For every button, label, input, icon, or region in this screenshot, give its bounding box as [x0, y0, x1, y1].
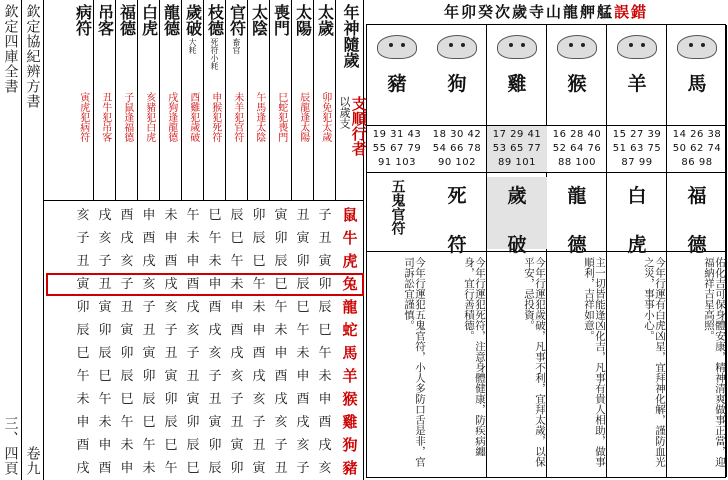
grid-cell: 未 — [76, 392, 90, 407]
spirit-rule: 午馬逢太陰 — [253, 92, 265, 142]
grid-cell: 辰 — [142, 392, 156, 407]
grid-cell: 亥 — [76, 208, 90, 223]
book-sub-column — [22, 0, 44, 480]
grid-cell: 子 — [230, 392, 244, 407]
spirit-name: 白虎 — [139, 4, 159, 36]
spirit-name: 福德 — [117, 4, 137, 36]
spirit-name: 官符 — [227, 4, 247, 36]
grid-cell: 巳 — [164, 438, 178, 453]
header-rule-a: 以歲支 — [338, 96, 351, 129]
fortune-text: 今年行運犯五鬼官符，小人多防口舌是非，官司訴訟宜謹慎。 — [402, 257, 426, 467]
grid-cell: 申 — [252, 323, 266, 338]
animal-icon — [673, 29, 721, 63]
spirit-name: 枝德 — [205, 4, 225, 36]
grid-cell: 未 — [186, 231, 200, 246]
god-name: 歲 破 — [487, 177, 547, 249]
age-row: 90 102 — [438, 157, 476, 168]
grid-cell: 申 — [142, 208, 156, 223]
spirit-name: 太陽 — [293, 4, 313, 36]
spirit-name: 歲破 — [183, 4, 203, 36]
grid-cell: 午 — [120, 415, 134, 430]
animal-label: 鼠 — [342, 206, 358, 224]
grid-cell: 戌 — [274, 392, 288, 407]
zodiac-column — [607, 25, 667, 477]
animal-name: 猴 — [567, 73, 587, 95]
grid-cell: 卯 — [252, 208, 266, 223]
grid-cell: 午 — [186, 208, 200, 223]
grid-cell: 未 — [252, 300, 266, 315]
grid-cell: 辰 — [76, 323, 90, 338]
animal-label: 兔 — [342, 275, 358, 293]
grid-cell: 未 — [98, 415, 112, 430]
grid-cell: 未 — [142, 461, 156, 476]
grid-cell: 巳 — [76, 346, 90, 361]
grid-cell: 巳 — [98, 369, 112, 384]
grid-cell: 酉 — [274, 369, 288, 384]
fortune-text: 今年行運有白虎凶星，宜拜神化解，謹防血光之災，事事小心。 — [642, 257, 666, 467]
grid-cell: 子 — [142, 300, 156, 315]
grid-cell: 亥 — [120, 254, 134, 269]
grid-cell: 午 — [252, 277, 266, 292]
grid-cell: 寅 — [164, 369, 178, 384]
age-row: 51 63 75 — [612, 143, 662, 154]
grid-cell: 戌 — [120, 231, 134, 246]
grid-cell: 戌 — [230, 346, 244, 361]
animal-icon — [433, 29, 481, 63]
animal-label: 狗 — [342, 436, 358, 454]
page-number: 三、四頁 — [2, 416, 19, 476]
grid-cell: 丑 — [296, 208, 310, 223]
grid-cell: 戌 — [98, 208, 112, 223]
spirit-column — [226, 0, 248, 200]
grid-cell: 丑 — [98, 277, 112, 292]
grid-cell: 辰 — [318, 300, 332, 315]
animal-label: 猴 — [342, 390, 358, 408]
grid-cell: 卯 — [230, 461, 244, 476]
spirit-column — [138, 0, 160, 200]
grid-cell: 亥 — [164, 300, 178, 315]
spirit-rule: 丑牛犯吊客 — [99, 92, 111, 142]
age-row: 87 99 — [621, 157, 653, 168]
fortune-text: 今年行運犯歲破，凡事不利，宜拜太歲，以保平安，忌投資。 — [522, 257, 546, 467]
zodiac-column — [427, 25, 487, 477]
animal-label: 蛇 — [342, 321, 358, 339]
grid-cell: 丑 — [230, 415, 244, 430]
fortune-text: 佑化吉可保身體安康，精神清爽做事正當，迎福納祥吉星高照。 — [702, 257, 726, 467]
grid-cell: 辰 — [120, 369, 134, 384]
grid-cell: 辰 — [252, 231, 266, 246]
grid-cell: 酉 — [120, 208, 134, 223]
grid-cell: 辰 — [208, 461, 222, 476]
grid-cell: 寅 — [296, 231, 310, 246]
spirit-column — [248, 0, 270, 200]
grid-cell: 亥 — [230, 369, 244, 384]
spirit-name: 病符 — [73, 4, 93, 36]
grid-cell: 戌 — [208, 323, 222, 338]
grid-cell: 卯 — [296, 254, 310, 269]
grid-cell: 午 — [274, 300, 288, 315]
grid-cell: 丑 — [164, 346, 178, 361]
grid-cell: 酉 — [296, 392, 310, 407]
grid-cell: 寅 — [208, 415, 222, 430]
grid-cell: 未 — [296, 346, 310, 361]
grid-cell: 午 — [208, 231, 222, 246]
book-title-column — [0, 0, 22, 480]
animal-label: 虎 — [342, 252, 358, 270]
grid-cell: 巳 — [274, 277, 288, 292]
grid-cell: 戌 — [296, 415, 310, 430]
grid-cell: 子 — [252, 415, 266, 430]
spirit-name: 太陰 — [249, 4, 269, 36]
book-subtitle: 欽定協紀辨方書 — [24, 4, 41, 109]
grid-cell: 申 — [186, 254, 200, 269]
spirit-column — [204, 0, 226, 200]
grid-cell: 戌 — [318, 438, 332, 453]
grid-cell: 辰 — [274, 254, 288, 269]
grid-cell: 申 — [120, 461, 134, 476]
age-row: 18 30 42 — [432, 129, 482, 140]
grid-cell: 申 — [274, 346, 288, 361]
grid-cell: 卯 — [274, 231, 288, 246]
grid-cell: 申 — [98, 438, 112, 453]
grid-cell: 卯 — [318, 277, 332, 292]
grid-cell: 卯 — [142, 369, 156, 384]
grid-cell: 子 — [208, 369, 222, 384]
grid-cell: 巳 — [120, 392, 134, 407]
grid-cell: 巳 — [318, 323, 332, 338]
grid-cell: 戌 — [164, 277, 178, 292]
grid-cell: 巳 — [230, 231, 244, 246]
grid-cell: 未 — [120, 438, 134, 453]
age-row: 15 27 39 — [612, 129, 662, 140]
spirit-note: 死符小耗 — [210, 38, 219, 70]
age-numbers — [667, 125, 727, 173]
animal-label: 馬 — [342, 344, 358, 362]
spirit-rule: 巳蛇犯喪門 — [275, 92, 287, 142]
grid-cell: 申 — [318, 392, 332, 407]
grid-cell: 卯 — [164, 392, 178, 407]
grid-cell: 丑 — [76, 254, 90, 269]
animal-icon — [553, 29, 601, 63]
grid-cell: 午 — [164, 461, 178, 476]
god-name: 五鬼官符 — [389, 179, 406, 235]
poster-title — [364, 0, 728, 24]
grid-cell: 午 — [142, 438, 156, 453]
grid-cell: 巳 — [186, 461, 200, 476]
god-name: 白 虎 — [627, 185, 647, 256]
animal-icon — [373, 29, 421, 63]
grid-cell: 戌 — [186, 300, 200, 315]
spirit-column — [182, 0, 204, 200]
grid-cell: 丑 — [208, 392, 222, 407]
grid-cell: 酉 — [208, 300, 222, 315]
grid-cell: 巳 — [296, 300, 310, 315]
spirit-rule: 子鼠逢福德 — [121, 92, 133, 142]
grid-cell: 酉 — [164, 254, 178, 269]
header-title: 年神隨歲 — [341, 4, 360, 68]
animal-label: 豬 — [342, 459, 358, 477]
grid-cell: 戌 — [142, 254, 156, 269]
animal-name: 馬 — [687, 73, 707, 95]
grid-cell: 未 — [318, 369, 332, 384]
spirit-name: 龍德 — [161, 4, 181, 36]
grid-cell: 丑 — [274, 461, 288, 476]
age-numbers — [547, 125, 607, 173]
grid-cell: 丑 — [120, 300, 134, 315]
god-name: 龍 德 — [567, 185, 587, 256]
spirit-column — [116, 0, 138, 200]
grid-cell: 丑 — [186, 369, 200, 384]
zodiac-column — [487, 25, 547, 477]
grid-cell: 亥 — [186, 323, 200, 338]
grid-cell: 寅 — [318, 254, 332, 269]
spirit-name: 喪門 — [271, 4, 291, 36]
grid-cell: 辰 — [296, 277, 310, 292]
spirit-column — [94, 0, 116, 200]
age-row: 86 98 — [681, 157, 713, 168]
grid-cell: 寅 — [230, 438, 244, 453]
grid-cell: 申 — [296, 369, 310, 384]
grid-cell: 卯 — [76, 300, 90, 315]
zodiac-column — [547, 25, 607, 477]
grid-cell: 子 — [296, 461, 310, 476]
spirit-column — [72, 0, 94, 200]
spirit-rule: 未羊犯官符 — [231, 92, 243, 142]
grid-cell: 寅 — [98, 300, 112, 315]
grid-cell: 未 — [230, 277, 244, 292]
grid-cell: 亥 — [142, 277, 156, 292]
grid-cell: 未 — [274, 323, 288, 338]
grid-cell: 午 — [318, 346, 332, 361]
poster-title-error: 誤錯 — [614, 3, 649, 21]
grid-cell: 午 — [230, 254, 244, 269]
age-row: 52 64 76 — [552, 143, 602, 154]
grid-cell: 子 — [186, 346, 200, 361]
zodiac-board — [366, 24, 726, 478]
spirit-column — [292, 0, 314, 200]
poster-title-main: 年卯癸次歲寺山龍舺艋 — [443, 3, 614, 21]
spirit-name: 太歲 — [315, 4, 335, 36]
header-divider — [44, 200, 364, 201]
animal-name: 狗 — [447, 73, 467, 95]
grid-cell: 巳 — [252, 254, 266, 269]
grid-cell: 亥 — [208, 346, 222, 361]
grid-cell: 寅 — [120, 323, 134, 338]
grid-cell: 丑 — [318, 231, 332, 246]
grid-cell: 酉 — [76, 438, 90, 453]
animal-name: 豬 — [387, 73, 407, 95]
spirit-name: 吊客 — [95, 4, 115, 36]
header-column — [336, 0, 368, 200]
right-panel — [364, 0, 728, 480]
grid-cell: 子 — [274, 438, 288, 453]
age-numbers — [487, 125, 547, 173]
grid-cell: 巳 — [142, 415, 156, 430]
spirit-note: 畜官 — [232, 38, 241, 54]
age-row: 50 62 74 — [672, 143, 722, 154]
grid-cell: 巳 — [208, 208, 222, 223]
grid-cell: 亥 — [318, 461, 332, 476]
spirit-rule: 卯免犯太歲 — [319, 92, 331, 142]
animal-label: 龍 — [342, 298, 358, 316]
grid-cell: 辰 — [98, 346, 112, 361]
spirit-column — [314, 0, 336, 200]
grid-cell: 子 — [76, 231, 90, 246]
god-name: 福 德 — [687, 185, 707, 256]
animal-icon — [613, 29, 661, 63]
zodiac-column — [367, 25, 427, 477]
grid-cell: 辰 — [164, 415, 178, 430]
spirit-rule: 申猴犯死符 — [209, 92, 221, 142]
fortune-text: 主一切皆能逢凶化吉，凡事有貴人相助，做事順利，吉祥如意。 — [582, 257, 606, 467]
animal-name: 羊 — [627, 73, 647, 95]
age-row: 53 65 77 — [492, 143, 542, 154]
age-row: 54 66 78 — [432, 143, 482, 154]
animal-icon — [493, 29, 541, 63]
age-row: 14 26 38 — [672, 129, 722, 140]
age-row: 17 29 41 — [492, 129, 542, 140]
grid-cell: 酉 — [318, 415, 332, 430]
age-numbers — [367, 125, 427, 173]
grid-cell: 午 — [296, 323, 310, 338]
age-numbers — [427, 125, 487, 173]
spirit-column — [160, 0, 182, 200]
animal-label: 牛 — [342, 229, 358, 247]
grid-cell: 丑 — [142, 323, 156, 338]
grid-cell: 子 — [98, 254, 112, 269]
volume-number: 卷九 — [24, 446, 41, 476]
fortune-text: 今年行運犯死符，注意身體健康，防疾病纏身，宜行善積德。 — [462, 257, 486, 457]
grid-cell: 辰 — [186, 438, 200, 453]
age-row: 19 31 43 — [372, 129, 422, 140]
highlight-row — [46, 273, 364, 296]
age-row: 16 28 40 — [552, 129, 602, 140]
grid-cell: 午 — [98, 392, 112, 407]
grid-cell: 酉 — [142, 231, 156, 246]
grid-cell: 卯 — [186, 415, 200, 430]
god-name: 死 符 — [447, 185, 467, 256]
spirit-rule: 亥豬犯白虎 — [143, 92, 155, 142]
grid-cell: 子 — [120, 277, 134, 292]
grid-cell: 卯 — [120, 346, 134, 361]
spirit-rule: 辰龍逢太陽 — [297, 92, 309, 142]
grid-cell: 寅 — [186, 392, 200, 407]
grid-cell: 辰 — [230, 208, 244, 223]
spirit-rule: 酉雞犯歲破 — [187, 92, 199, 142]
grid-cell: 午 — [76, 369, 90, 384]
age-row: 89 101 — [498, 157, 536, 168]
grid-cell: 寅 — [252, 461, 266, 476]
grid-cell: 酉 — [252, 346, 266, 361]
animal-name: 雞 — [507, 73, 527, 95]
age-row: 91 103 — [378, 157, 416, 168]
book-title: 欽定四庫全書 — [2, 4, 19, 94]
grid-cell: 卯 — [208, 438, 222, 453]
grid-cell: 酉 — [230, 323, 244, 338]
grid-cell: 申 — [76, 415, 90, 430]
spirit-grid — [44, 0, 368, 480]
grid-cell: 子 — [318, 208, 332, 223]
age-numbers — [607, 125, 667, 173]
grid-cell: 申 — [164, 231, 178, 246]
grid-cell: 卯 — [98, 323, 112, 338]
grid-cell: 酉 — [186, 277, 200, 292]
grid-cell: 寅 — [274, 208, 288, 223]
grid-cell: 戌 — [252, 369, 266, 384]
spirit-rule: 寅虎犯病符 — [77, 92, 89, 142]
grid-cell: 寅 — [142, 346, 156, 361]
grid-cell: 戌 — [76, 461, 90, 476]
grid-cell: 未 — [208, 254, 222, 269]
grid-cell: 丑 — [252, 438, 266, 453]
grid-cell: 亥 — [296, 438, 310, 453]
grid-cell: 未 — [164, 208, 178, 223]
age-row: 55 67 79 — [372, 143, 422, 154]
grid-cell: 申 — [230, 300, 244, 315]
spirit-note: 大耗 — [188, 38, 197, 54]
grid-cell: 亥 — [252, 392, 266, 407]
zodiac-column — [667, 25, 727, 477]
animal-label: 雞 — [342, 413, 358, 431]
grid-cell: 寅 — [76, 277, 90, 292]
spirit-column — [270, 0, 292, 200]
spirit-rule: 戌狗逢龍德 — [165, 92, 177, 142]
animal-label: 羊 — [342, 367, 358, 385]
grid-cell: 亥 — [98, 231, 112, 246]
grid-cell: 子 — [164, 323, 178, 338]
grid-cell: 酉 — [98, 461, 112, 476]
grid-cell: 亥 — [274, 415, 288, 430]
header-rule-b: 支順行者 — [349, 96, 368, 156]
grid-cell: 申 — [208, 277, 222, 292]
age-row: 88 100 — [558, 157, 596, 168]
